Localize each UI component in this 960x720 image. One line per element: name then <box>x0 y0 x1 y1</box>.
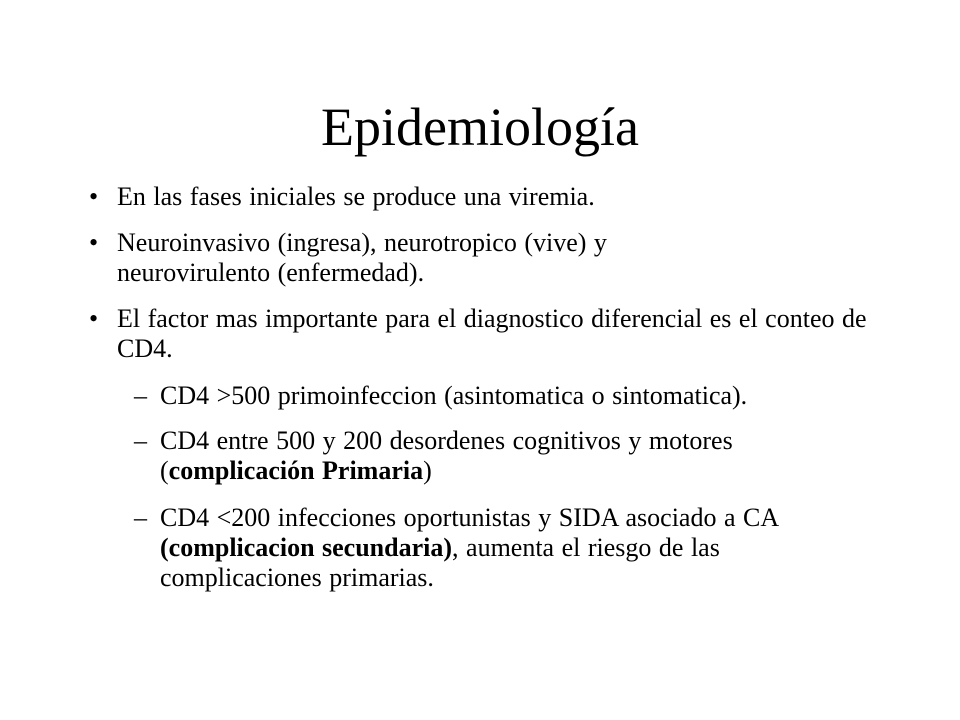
sub-bullet-text-part: CD4 entre 500 y 200 desordenes cognitivos y motores ( <box>160 426 733 485</box>
dash-marker: – <box>134 503 147 532</box>
bullet-marker: • <box>89 304 99 333</box>
bullet-item <box>89 182 877 212</box>
dash-marker: – <box>134 381 147 410</box>
sub-bullet-text-part: CD4 <200 infecciones oportunistas y SIDA asociado a CA <box>160 503 778 532</box>
bullet-text: El factor mas importante para el diagnostico diferencial es el conteo de CD4. <box>117 304 867 363</box>
sub-bullet-text-part: , aumenta el riesgo de las complicaciones primarias. <box>160 533 720 592</box>
bullet-text: En las fases iniciales se produce una viremia. <box>117 182 595 211</box>
sub-bullet-text <box>160 426 875 486</box>
sub-bullet-text <box>160 503 875 593</box>
bullet-item <box>89 228 727 288</box>
sub-bullet-bold-text: complicación Primaria <box>168 456 424 485</box>
dash-marker: – <box>134 426 147 455</box>
bullet-item <box>89 304 887 364</box>
slide-title: Epidemiología <box>321 97 639 157</box>
bullet-marker: • <box>89 182 99 211</box>
sub-bullet-item <box>134 503 875 593</box>
bullet-text: Neuroinvasivo (ingresa), neurotropico (vive) y neurovirulento (enfermedad). <box>117 228 607 287</box>
sub-bullet-text: CD4 >500 primoinfeccion (asintomatica o sintomatica). <box>160 381 748 410</box>
sub-bullet-item <box>134 426 875 486</box>
sub-bullet-text-part: ) <box>423 456 432 485</box>
sub-bullet-item <box>134 381 920 411</box>
bullet-marker: • <box>89 228 99 257</box>
sub-bullet-bold-text: (complicacion secundaria) <box>160 533 453 562</box>
